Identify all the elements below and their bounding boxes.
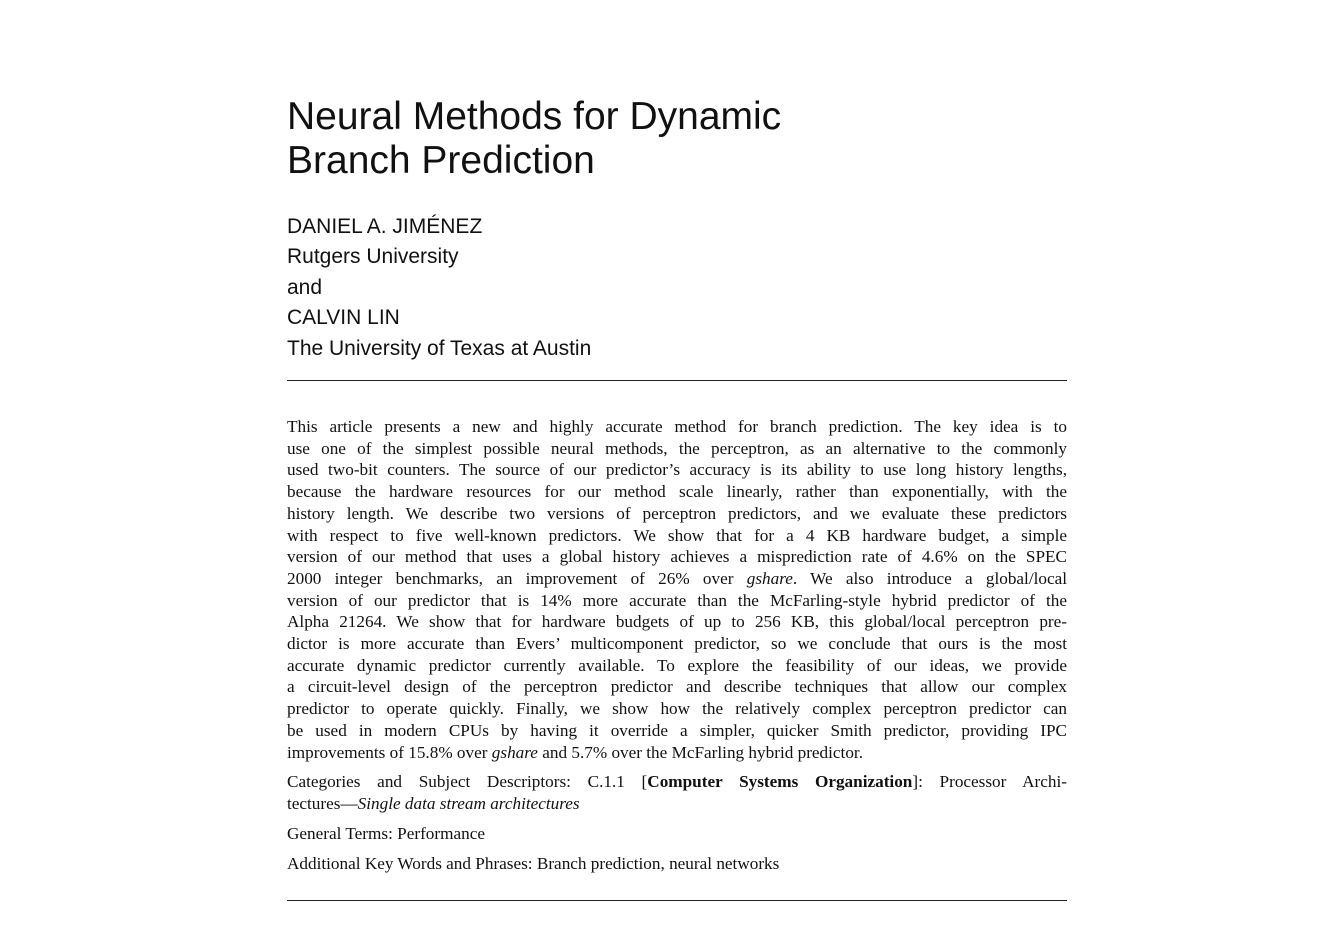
categories-suffix: ]: Processor Archi- — [912, 772, 1067, 791]
categories-line-2 — [287, 793, 1067, 815]
keywords-text: Additional Key Words and Phrases: Branch prediction, neural networks — [287, 854, 780, 873]
gshare-term: gshare — [746, 568, 793, 588]
abstract-line: Alpha 21264. We show that for hardware budgets of up to 256 KB, this global/local perceptron pre- — [287, 612, 1067, 632]
title-line-1: Neural Methods for Dynamic — [287, 95, 782, 138]
gshare-term: gshare — [491, 742, 538, 762]
abstract-text: and 5.7% over the McFarling hybrid predictor. — [542, 742, 863, 762]
abstract-line: predictor to operate quickly. Finally, we show how the relatively complex perceptron predictor can — [287, 699, 1067, 719]
abstract-line: dictor is more accurate than Evers’ multicomponent predictor, so we conclude that ours is the most — [287, 634, 1067, 654]
bottom-divider — [287, 900, 1067, 901]
abstract-text: 2000 integer benchmarks, an improvement of 26% over — [287, 568, 734, 588]
abstract-text: . We also introduce a global/local — [792, 568, 1067, 588]
author-affiliation-1: Rutgers University — [287, 245, 459, 269]
author-name-2: CALVIN LIN — [287, 306, 400, 330]
abstract-line: with respect to five well-known predictors. We show that for a 4 KB hardware budget, a simple — [287, 525, 1067, 545]
abstract-line — [287, 742, 1067, 764]
categories-prefix: Categories and Subject Descriptors: C.1.1 [ — [287, 772, 648, 791]
general-terms-text: General Terms: Performance — [287, 824, 485, 843]
keywords — [287, 853, 1067, 875]
categories-bold: Computer Systems Organization — [647, 772, 913, 791]
abstract-line: accurate dynamic predictor currently available. To explore the feasibility of our ideas, we provide — [287, 655, 1067, 675]
author-separator: and — [287, 275, 323, 299]
author-block — [287, 212, 591, 364]
abstract-line: This article presents a new and highly accurate method for branch prediction. The key idea is to — [287, 417, 1067, 436]
abstract-line: used two-bit counters. The source of our predictor’s accuracy is its ability to use long history lengths, — [287, 460, 1067, 480]
abstract-line: because the hardware resources for our method scale linearly, rather than exponentially, with the — [287, 482, 1067, 502]
categories-descriptors — [287, 771, 1067, 814]
abstract — [287, 416, 1067, 763]
abstract-line: be used in modern CPUs by having it override a simpler, quicker Smith predictor, providing IPC — [287, 720, 1067, 740]
abstract-text: improvements of 15.8% over — [287, 742, 488, 762]
abstract-line — [287, 568, 1067, 590]
abstract-line: a circuit-level design of the perceptron predictor and describe techniques that allow our complex — [287, 677, 1067, 697]
categories-plain: tectures— — [287, 793, 358, 813]
paper-title — [287, 95, 1067, 183]
top-divider — [287, 380, 1067, 381]
categories-line-1 — [287, 771, 1067, 793]
author-name-1: DANIEL A. JIMÉNEZ — [287, 215, 483, 238]
author-affiliation-2: The University of Texas at Austin — [287, 336, 592, 360]
title-line-2: Branch Prediction — [287, 139, 595, 182]
abstract-line: history length. We describe two versions of perceptron predictors, and we evaluate these predictors — [287, 503, 1067, 523]
abstract-line: version of our method that uses a global history achieves a misprediction rate of 4.6% on the SPEC — [287, 547, 1067, 567]
abstract-line: version of our predictor that is 14% more accurate than the McFarling-style hybrid predictor of the — [287, 590, 1067, 610]
general-terms — [287, 823, 1067, 845]
abstract-line: use one of the simplest possible neural methods, the perceptron, as an alternative to the commonly — [287, 438, 1067, 458]
categories-italic: Single data stream architectures — [357, 793, 580, 813]
